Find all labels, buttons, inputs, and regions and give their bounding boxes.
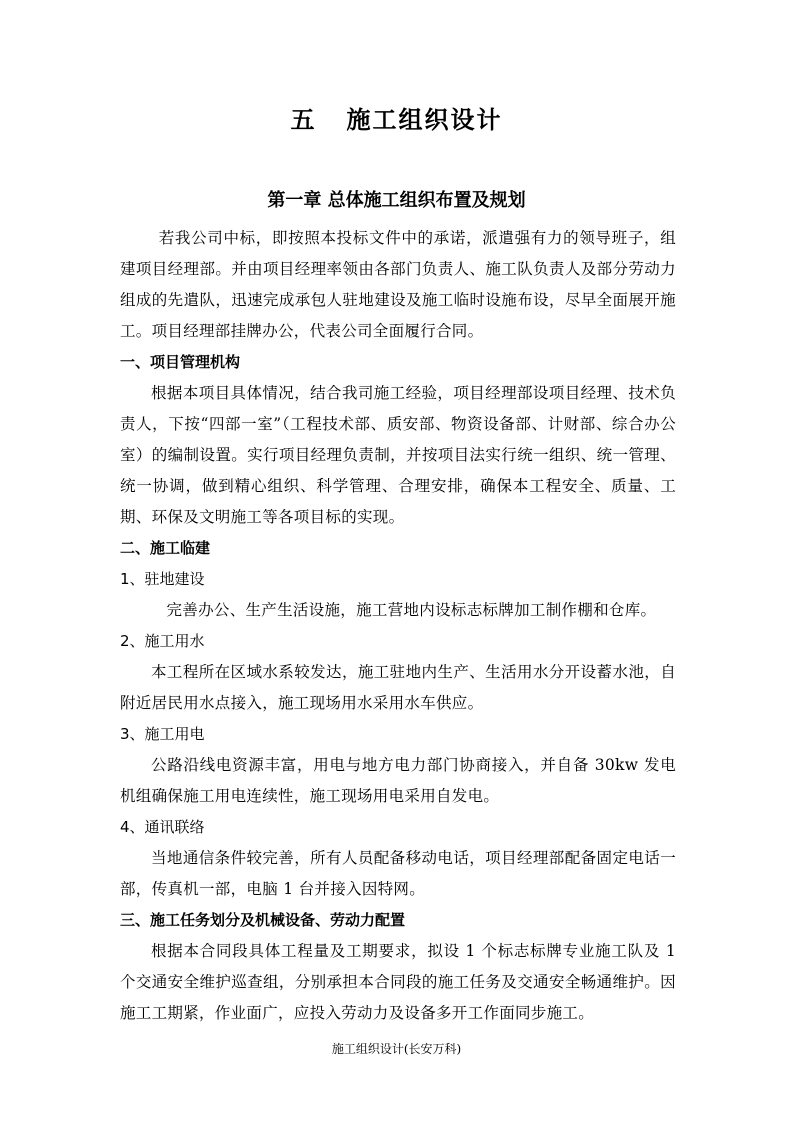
section-heading-management: 一、项目管理机构 — [120, 353, 241, 371]
section-paragraph-task-allocation: 根据本合同段具体工程量及工期要求，拟设 1 个标志标牌专业施工队及 1 个交通安全维护巡查组，分别承担本合同段的施工任务及交通安全畅通维护。因施工工期紧，作业面广，应投入劳动力及设备多开工作面同步施工。 — [120, 942, 676, 1022]
intro-paragraph: 若我公司中标，即按照本投标文件中的承诺，派遣强有力的领导班子，组建项目经理部。并由项目经理率领由各部门负责人、施工队负责人及部分劳动力组成的先遣队，迅速完成承包人驻地建设及施工临时设施布设，尽早全面展开施工。项目经理部挂牌办公，代表公司全面履行合同。 — [120, 229, 676, 340]
subsection-paragraph-camp: 完善办公、生产生活设施，施工营地内设标志标牌加工制作棚和仓库。 — [166, 601, 657, 619]
title-number: 五 — [290, 106, 317, 134]
chapter-heading: 第一章 总体施工组织布置及规划 — [267, 190, 526, 211]
subsection-paragraph-communication: 当地通信条件较完善，所有人员配备移动电话，项目经理部配备固定电话一部，传真机一部，电脑 1 台并接入因特网。 — [120, 849, 676, 898]
document-body — [120, 223, 676, 1029]
section-heading-temporary-works: 二、施工临建 — [120, 539, 211, 557]
section-heading-task-allocation: 三、施工任务划分及机械设备、劳动力配置 — [120, 911, 406, 929]
section-paragraph-management: 根据本项目具体情况，结合我司施工经验，项目经理部设项目经理、技术负责人，下按“四部一室”（工程技术部、质安部、物资设备部、计财部、综合办公室）的编制设置。实行项目经理负责制，并按项目法实行统一组织、统一管理、统一协调，做到精心组织、科学管理、合理安排，确保本工程安全、质量、工期、环保及文明施工等各项目标的实现。 — [120, 384, 676, 526]
subsection-paragraph-power: 公路沿线电资源丰富，用电与地方电力部门协商接入，并自备 30kw 发电机组确保施工用电连续性，施工现场用电采用自发电。 — [120, 756, 676, 805]
subsection-heading-power: 3、施工用电 — [120, 725, 205, 743]
subsection-heading-water: 2、施工用水 — [120, 632, 205, 650]
document-title — [0, 100, 793, 135]
subsection-paragraph-water: 本工程所在区域水系较发达，施工驻地内生产、生活用水分开设蓄水池，自附近居民用水点接入，施工现场用水采用水车供应。 — [120, 663, 676, 712]
subsection-heading-camp: 1、驻地建设 — [120, 570, 205, 588]
page-footer: 施工组织设计(长安万科) — [331, 1042, 462, 1056]
subsection-heading-communication: 4、通讯联络 — [120, 818, 205, 836]
title-text: 施工组织设计 — [346, 106, 503, 134]
